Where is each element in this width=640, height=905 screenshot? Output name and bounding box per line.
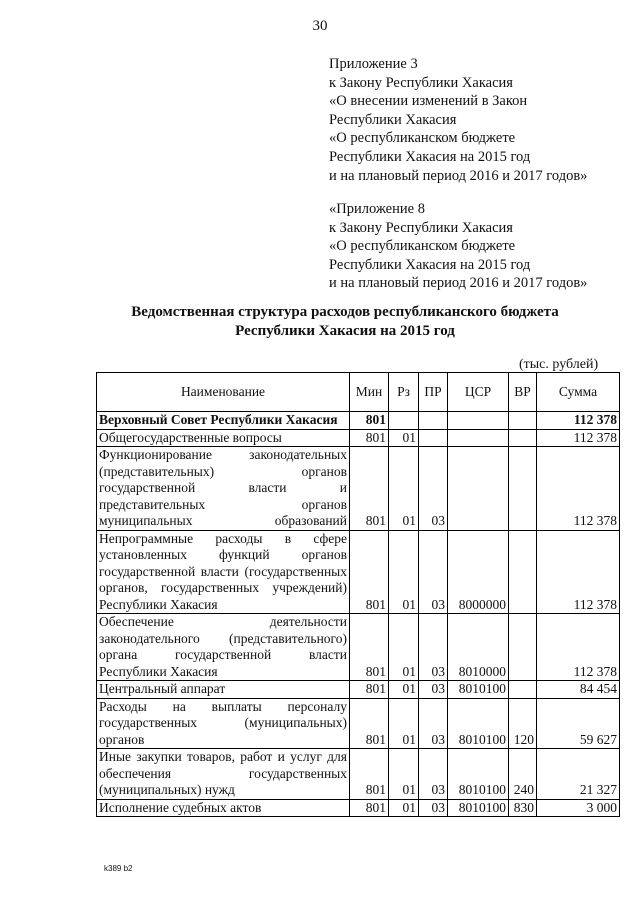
cell-pr: 03 — [419, 447, 448, 531]
cell-rz: 01 — [389, 447, 419, 531]
footer-code: k389 b2 — [104, 864, 133, 873]
cell-min: 801 — [350, 530, 389, 614]
cell-vr — [509, 429, 537, 447]
cell-vr: 830 — [509, 799, 537, 817]
appendix-sub-header-line: «Приложение 8 — [329, 201, 425, 217]
cell-name: Непрограммные расходы в сфере установленных функций органов государственной власти (государственных органов, государственных учреждений) Республики Хакасия — [97, 530, 350, 614]
cell-rz: 01 — [389, 614, 419, 681]
header-name: Наименование — [97, 373, 350, 412]
units-label: (тыс. рублей) — [519, 357, 599, 372]
cell-rz — [389, 412, 419, 430]
cell-pr: 03 — [419, 749, 448, 800]
appendix-header-line: Республики Хакасия на 2015 год — [329, 148, 531, 165]
document-title — [0, 303, 640, 341]
cell-csr — [448, 412, 509, 430]
cell-sum: 21 327 — [537, 749, 620, 800]
cell-name: Общегосударственные вопросы — [97, 429, 350, 447]
cell-csr: 8010100 — [448, 681, 509, 699]
table-row — [97, 799, 620, 817]
cell-sum: 112 378 — [537, 429, 620, 447]
cell-name: Расходы на выплаты персоналу государственных (муниципальных) органов — [97, 698, 350, 749]
cell-pr — [419, 412, 448, 430]
appendix-header-line: Приложение 3 — [329, 56, 418, 72]
appendix-header-line: и на плановый период 2016 и 2017 годов» — [329, 167, 588, 184]
cell-pr: 03 — [419, 530, 448, 614]
header-min: Мин — [350, 373, 389, 412]
cell-rz: 01 — [389, 749, 419, 800]
cell-csr: 8010000 — [448, 614, 509, 681]
cell-name: Центральный аппарат — [97, 681, 350, 699]
appendix-sub-header-line: к Закону Республики Хакасия — [329, 219, 513, 236]
cell-sum: 112 378 — [537, 530, 620, 614]
cell-pr: 03 — [419, 614, 448, 681]
appendix-header — [329, 55, 587, 185]
table-row — [97, 614, 620, 681]
cell-vr — [509, 412, 537, 430]
appendix-sub-header-line: Республики Хакасия на 2015 год — [329, 256, 531, 273]
cell-min: 801 — [350, 614, 389, 681]
cell-min: 801 — [350, 447, 389, 531]
cell-rz: 01 — [389, 429, 419, 447]
cell-pr: 03 — [419, 698, 448, 749]
cell-name: Иные закупки товаров, работ и услуг для обеспечения государственных (муниципальных) нужд — [97, 749, 350, 800]
budget-table — [96, 372, 620, 817]
table-row — [97, 698, 620, 749]
cell-csr — [448, 429, 509, 447]
table-row — [97, 412, 620, 430]
cell-rz: 01 — [389, 698, 419, 749]
cell-vr — [509, 530, 537, 614]
cell-csr — [448, 447, 509, 531]
cell-min: 801 — [350, 799, 389, 817]
cell-name: Верховный Совет Республики Хакасия — [97, 412, 350, 430]
cell-vr — [509, 447, 537, 531]
cell-name: Функционирование законодательных (представительных) органов государственной власти и представительных органов муниципальных образований — [97, 447, 350, 531]
table-row — [97, 681, 620, 699]
table-row — [97, 530, 620, 614]
table-header-row — [97, 373, 620, 412]
page-number: 30 — [312, 18, 328, 34]
header-sum: Сумма — [537, 373, 620, 412]
cell-min: 801 — [350, 412, 389, 430]
cell-rz: 01 — [389, 681, 419, 699]
appendix-header-line: Республики Хакасия — [329, 111, 457, 128]
cell-csr: 8000000 — [448, 530, 509, 614]
appendix-header-line: «О внесении изменений в Закон — [329, 93, 528, 110]
cell-name: Исполнение судебных актов — [97, 799, 350, 817]
cell-sum: 112 378 — [537, 447, 620, 531]
cell-rz: 01 — [389, 799, 419, 817]
cell-csr: 8010100 — [448, 698, 509, 749]
appendix-sub-header-line: и на плановый период 2016 и 2017 годов» — [329, 275, 588, 292]
document-title-line-2: Республики Хакасия на 2015 год — [235, 323, 455, 339]
cell-rz: 01 — [389, 530, 419, 614]
cell-pr: 03 — [419, 681, 448, 699]
cell-vr: 240 — [509, 749, 537, 800]
cell-min: 801 — [350, 429, 389, 447]
cell-csr: 8010100 — [448, 749, 509, 800]
cell-pr — [419, 429, 448, 447]
cell-sum: 59 627 — [537, 698, 620, 749]
cell-name: Обеспечение деятельности законодательного (представительного) органа государственной власти Республики Хакасия — [97, 614, 350, 681]
cell-csr: 8010100 — [448, 799, 509, 817]
cell-vr — [509, 614, 537, 681]
table-row — [97, 429, 620, 447]
cell-vr — [509, 681, 537, 699]
cell-pr: 03 — [419, 799, 448, 817]
appendix-header-line: к Закону Республики Хакасия — [329, 74, 513, 91]
table-row — [97, 749, 620, 800]
cell-sum: 112 378 — [537, 614, 620, 681]
cell-sum: 3 000 — [537, 799, 620, 817]
cell-sum: 84 454 — [537, 681, 620, 699]
table-row — [97, 447, 620, 531]
cell-min: 801 — [350, 749, 389, 800]
appendix-sub-header-line: «О республиканском бюджете — [329, 238, 516, 255]
appendix-sub-header — [329, 200, 587, 293]
cell-min: 801 — [350, 681, 389, 699]
cell-min: 801 — [350, 698, 389, 749]
header-vr: ВР — [509, 373, 537, 412]
header-pr: ПР — [419, 373, 448, 412]
header-csr: ЦСР — [448, 373, 509, 412]
header-rz: Рз — [389, 373, 419, 412]
appendix-header-line: «О республиканском бюджете — [329, 130, 516, 147]
cell-vr: 120 — [509, 698, 537, 749]
document-title-line-1: Ведомственная структура расходов республиканского бюджета — [131, 304, 559, 320]
cell-sum: 112 378 — [537, 412, 620, 430]
